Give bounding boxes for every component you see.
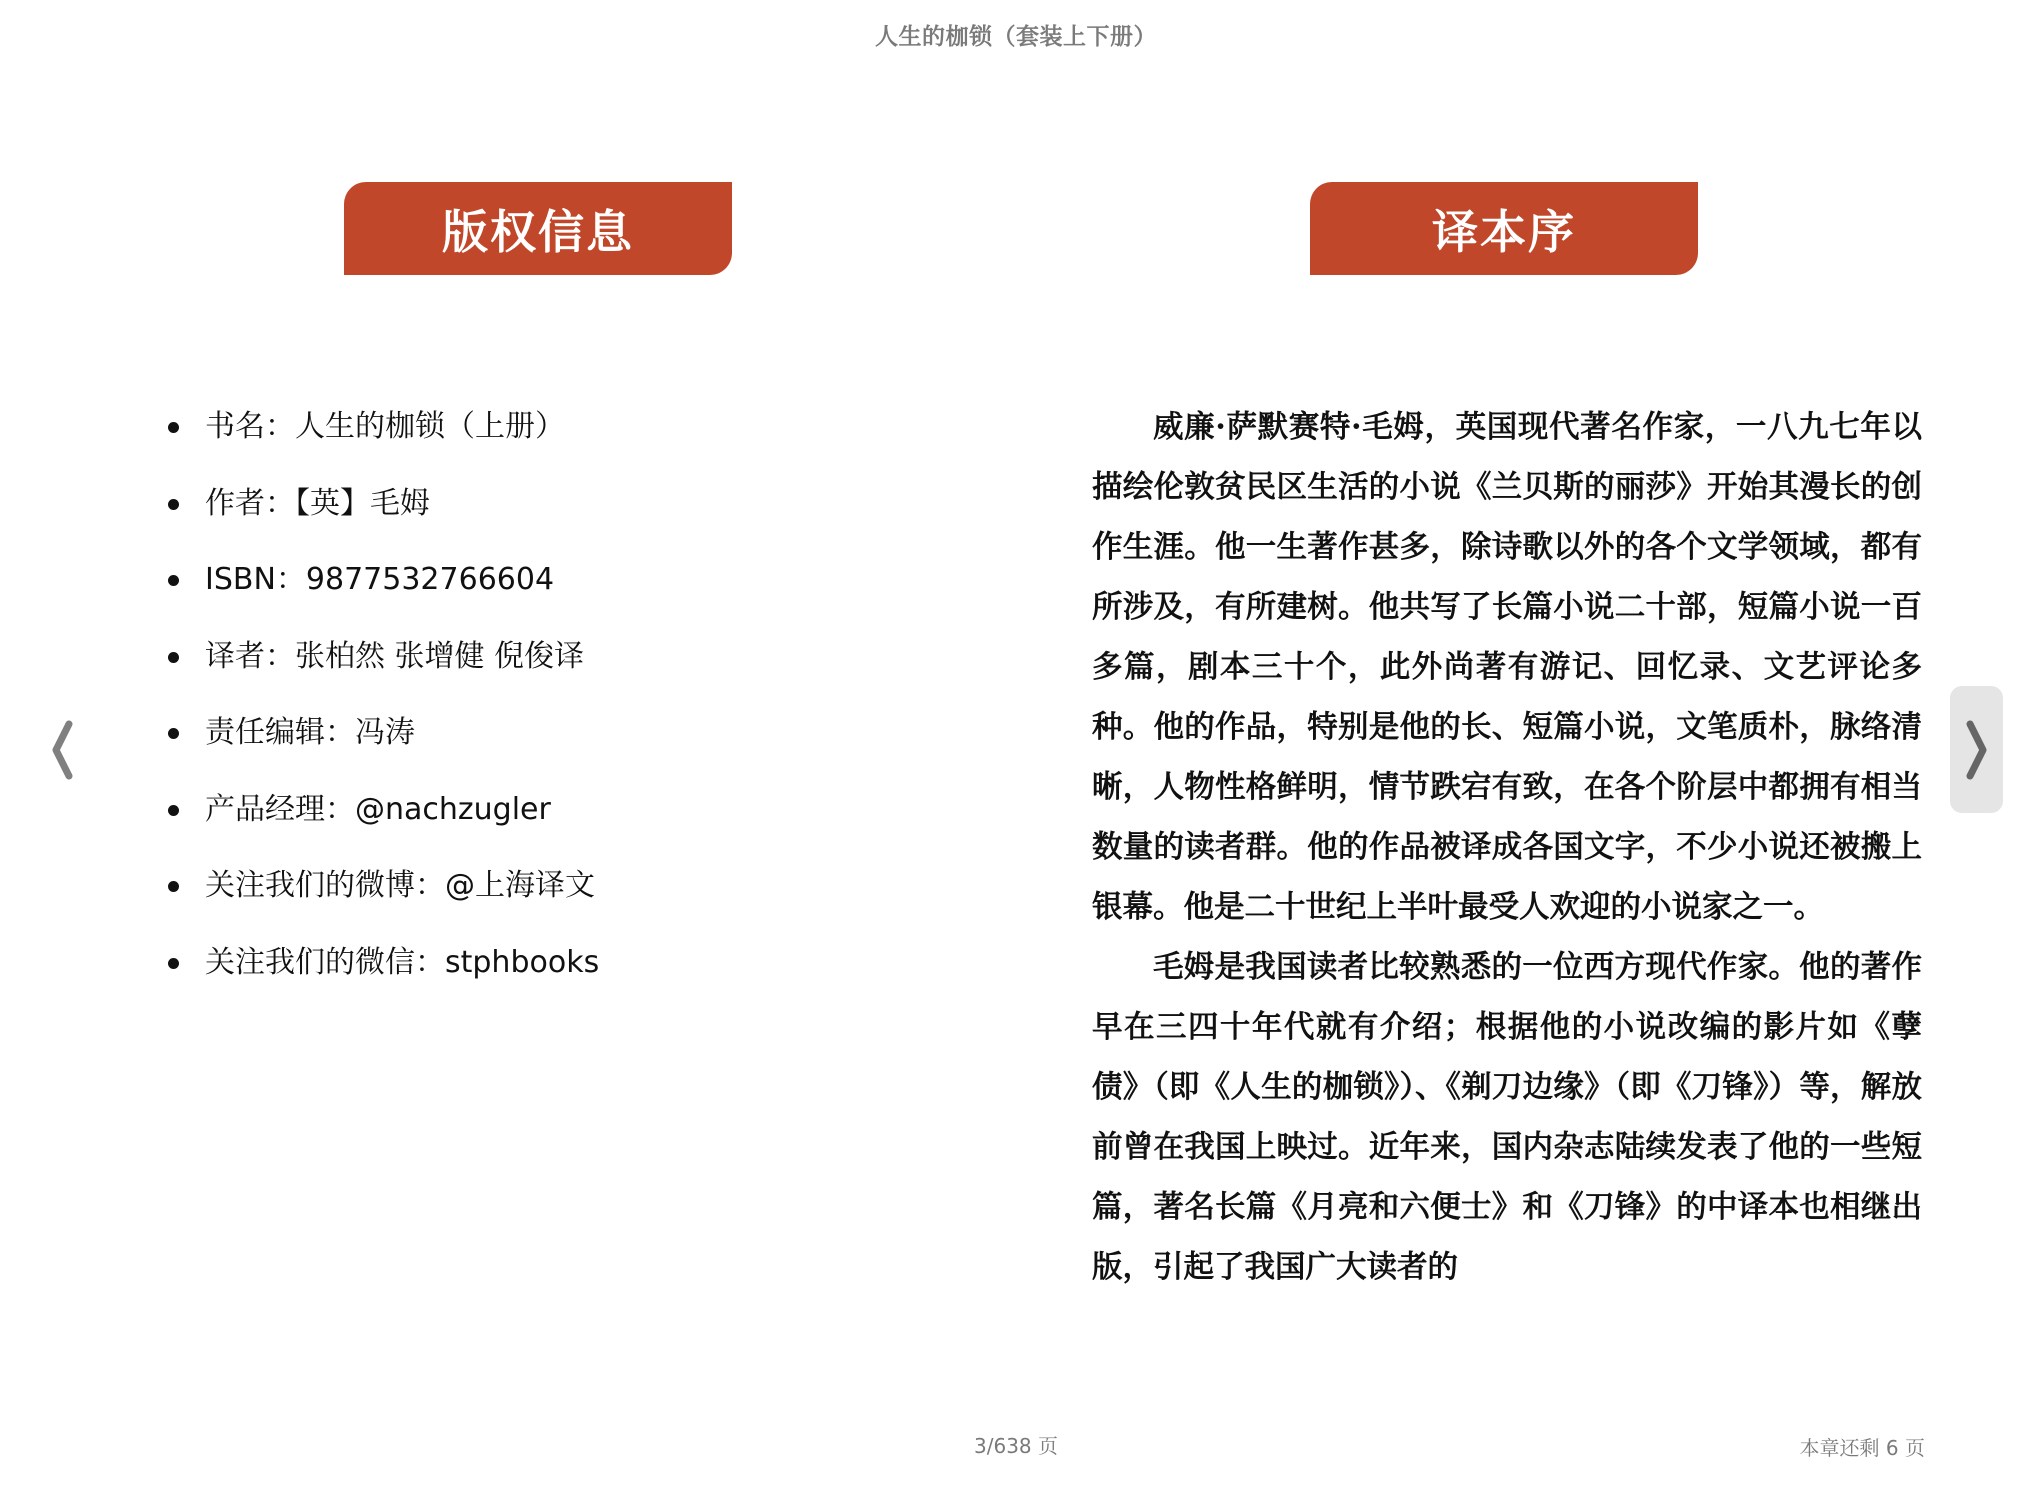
chevron-right-icon xyxy=(1962,718,1992,782)
info-item-editor: 责任编辑：冯涛 xyxy=(160,710,599,787)
book-title: 人生的枷锁（套装上下册） xyxy=(875,24,1157,50)
preface-heading: 译本序 xyxy=(1432,204,1576,259)
info-item-title: 书名：人生的枷锁（上册） xyxy=(160,404,599,481)
copyright-info-list xyxy=(160,404,599,1016)
copyright-heading-banner xyxy=(344,182,732,275)
info-item-author: 作者：【英】毛姆 xyxy=(160,481,599,558)
next-page-button[interactable] xyxy=(1950,686,2003,813)
bullet-icon xyxy=(168,728,179,739)
preface-body xyxy=(1092,397,1922,1297)
info-item-wechat: 关注我们的微信：stphbooks xyxy=(160,940,599,1017)
bullet-icon xyxy=(168,499,179,510)
info-item-weibo: 关注我们的微博：@上海译文 xyxy=(160,863,599,940)
chapter-remaining-pages: 本章还剩 6 页 xyxy=(1799,1436,1925,1460)
info-item-translator: 译者：张柏然 张增健 倪俊译 xyxy=(160,634,599,711)
bullet-icon xyxy=(168,881,179,892)
preface-paragraph: 毛姆是我国读者比较熟悉的一位西方现代作家。他的著作早在三四十年代就有介绍；根据他的小说改编的影片如《孽债》（即《人生的枷锁》）、《剃刀边缘》（即《刀锋》）等，解放前曾在我国上映过。近年来，国内杂志陆续发表了他的一些短篇，著名长篇《月亮和六便士》和《刀锋》的中译本也相继出版，引起了我国广大读者的 xyxy=(1092,949,1922,1285)
bullet-icon xyxy=(168,575,179,586)
copyright-heading: 版权信息 xyxy=(442,204,634,259)
bullet-icon xyxy=(168,958,179,969)
bullet-icon xyxy=(168,805,179,816)
info-item-isbn: ISBN：9877532766604 xyxy=(160,557,599,634)
chevron-left-icon xyxy=(47,718,77,782)
bullet-icon xyxy=(168,652,179,663)
info-item-product-manager: 产品经理：@nachzugler xyxy=(160,787,599,864)
previous-page-button[interactable] xyxy=(36,700,88,800)
bullet-icon xyxy=(168,422,179,433)
preface-heading-banner xyxy=(1310,182,1698,275)
page-indicator: 3/638 页 xyxy=(974,1434,1058,1458)
preface-paragraph: 威廉·萨默赛特·毛姆，英国现代著名作家，一八九七年以描绘伦敦贫民区生活的小说《兰贝斯的丽莎》开始其漫长的创作生涯。他一生著作甚多，除诗歌以外的各个文学领域，都有所涉及，有所建树。他共写了长篇小说二十部，短篇小说一百多篇，剧本三十个，此外尚著有游记、回忆录、文艺评论多种。他的作品，特别是他的长、短篇小说，文笔质朴，脉络清晰，人物性格鲜明，情节跌宕有致，在各个阶层中都拥有相当数量的读者群。他的作品被译成各国文字，不少小说还被搬上银幕。他是二十世纪上半叶最受人欢迎的小说家之一。 xyxy=(1092,409,1922,925)
